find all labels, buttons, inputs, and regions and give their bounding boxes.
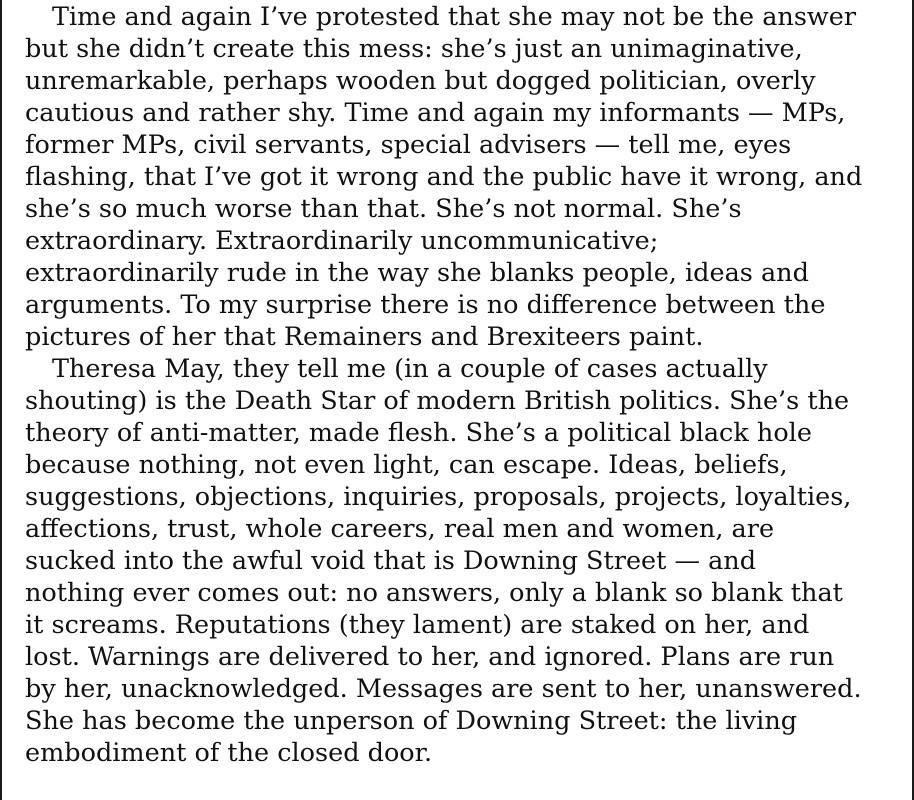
text-line: it screams. Reputations (they lament) are staked on her, and xyxy=(25,610,810,640)
text-line: lost. Warnings are delivered to her, and ignored. Plans are run xyxy=(25,642,835,672)
text-line: theory of anti-matter, made flesh. She’s a political black hole xyxy=(25,418,812,448)
text-line: She has become the unperson of Downing Street: the living xyxy=(25,706,798,736)
text-line: Theresa May, they tell me (in a couple of cases actually xyxy=(52,354,768,384)
text-line: extraordinarily rude in the way she blanks people, ideas and xyxy=(25,258,809,288)
text-line: Time and again I’ve protested that she may not be the answer xyxy=(52,2,857,32)
text-line: embodiment of the closed door. xyxy=(25,738,433,768)
text-line: sucked into the awful void that is Downing Street — and xyxy=(25,546,757,576)
text-line: pictures of her that Remainers and Brexiteers paint. xyxy=(25,322,704,352)
text-line: shouting) is the Death Star of modern British politics. She’s the xyxy=(25,386,850,416)
text-line: extraordinary. Extraordinarily uncommunicative; xyxy=(25,226,659,256)
text-line: she’s so much worse than that. She’s not normal. She’s xyxy=(25,194,742,224)
text-line: suggestions, objections, inquiries, proposals, projects, loyalties, xyxy=(25,482,852,512)
text-line: because nothing, not even light, can escape. Ideas, beliefs, xyxy=(25,450,788,480)
text-line: arguments. To my surprise there is no difference between the xyxy=(25,290,826,320)
text-line: cautious and rather shy. Time and again my informants — MPs, xyxy=(25,98,846,128)
text-line: nothing ever comes out: no answers, only a blank so blank that xyxy=(25,578,843,608)
text-line: by her, unacknowledged. Messages are sent to her, unanswered. xyxy=(25,674,862,704)
text-line: flashing, that I’ve got it wrong and the public have it wrong, and xyxy=(25,162,863,192)
text-line: affections, trust, whole careers, real men and women, are xyxy=(25,514,775,544)
text-line: unremarkable, perhaps wooden but dogged politician, overly xyxy=(25,66,816,96)
text-line: former MPs, civil servants, special advisers — tell me, eyes xyxy=(25,130,792,160)
text-line: but she didn’t create this mess: she’s just an unimaginative, xyxy=(25,34,803,64)
